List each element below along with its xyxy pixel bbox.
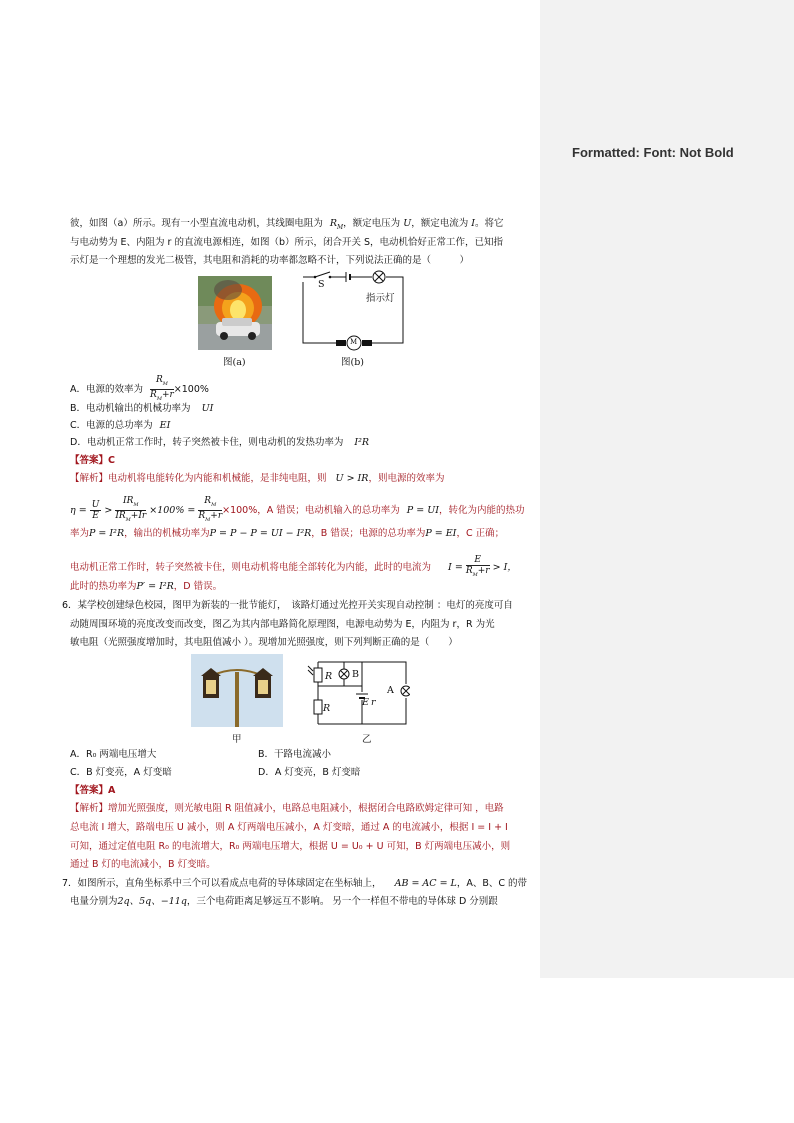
q5-option-b: B．电动机输出的机械功率为 UI [70,403,214,414]
q6-option-a: A．R₀ 两端电压增大 [70,749,157,760]
q5-line-1: 彼，如图（a）所示。现有一小型直流电动机，其线圈电阻为 $R_M$，额定电压为 U，额定电流为 I。将它 [70,218,504,231]
q5-explanation-3: 率为P = I²R，输出的机械功率为P = P − P = UI − I²R，B 错误；电源的总功率为P = EI，C 正确； [70,528,505,539]
fig-b-caption: 图(b) [341,357,364,368]
q5-option-d: D．电动机正常工作时，转子突然被卡住，则电动机的发热功率为 I²R [70,437,370,448]
q6-explanation-1: 【解析】增加光照强度，则光敏电阻 R 阻值减小，电路总电阻减小，根据闭合电路欧姆定律可知 ，电路 [70,803,504,814]
street-lamp-photo [191,654,283,727]
label-r0: R [323,703,331,714]
fig-yi-caption: 乙 [362,734,372,745]
label-r: r [371,697,376,708]
label-a: A [387,685,394,696]
q6-explanation-4: 通过 B 灯的电流减小，B 灯变暗。 [70,859,216,870]
label-rt: R [325,671,333,682]
circuit-diagram-yi [306,656,410,728]
q6-explanation-2: 总电流 I 增大，路端电压 U 减小，则 A 灯两端电压减小，A 灯变暗，通过 A 的电流减小，根据 I = I + I [70,822,508,833]
q6-line-2: 动随周围环境的亮度改变而改变，图乙为其内部电路简化原理图，电源电动势为 E，内阻为 r，R 为光 [70,619,495,630]
q6-explanation-3: 可知，通过定值电阻 R₀ 的电流增大，R₀ 两端电压增大，根据 U = U₀ + U 可知，B 灯两端电压减小，则 [70,841,511,852]
q7-line-1: 7．如图所示，直角坐标系中三个可以看成点电荷的导体球固定在坐标轴上， AB = AC = L，A、B、C 的带 [62,878,528,889]
q5-explanation-5: 此时的热功率为P′ = I²R，D 错误。 [70,581,223,592]
indicator-lamp-label: 指示灯 [366,293,395,304]
q7-line-2: 电量分别为2q、5q、−11q，三个电荷距离足够远互不影响。 另一个一样但不带电的导体球 D 分别跟 [70,896,498,907]
burning-car-photo [198,276,272,350]
q5-line-2: 与电动势为 E、内阻为 r 的直流电源相连，如图（b）所示，闭合开关 S，电动机恰好正常工作，已知指 [70,237,504,248]
q5-explanation-1: 【解析】电动机将电能转化为内能和机械能，是非纯电阻，则 U > IR，则电源的效率为 [70,473,445,484]
fig-jia-caption: 甲 [232,734,242,745]
q5-option-a: A．电源的效率为 $\frac{R_M}{R_M+r}$ ×100% [70,375,209,402]
comment-format-note: Formatted: Font: Not Bold [572,145,734,160]
q6-option-c: C．B 灯变亮，A 灯变暗 [70,767,172,778]
q6-answer: 【答案】A [70,785,116,796]
q5-option-c: C．电源的总功率为 EI [70,420,171,431]
label-b: B [352,669,359,680]
sym-rm: $R_M$ [329,218,344,231]
q5-line-3: 示灯是一个理想的发光二极管，其电阻和消耗的功率都忽略不计，下列说法正确的是（ ） [70,255,470,266]
q5-explanation-2: η = $\frac{U}{E}$ > $\frac{IR_M}{IR_M+Ir}$ ×100% = $\frac{R_M}{R_M+r}$ ×100%，A 错误；电动机输入的总功率为 P = UI，转化为内能的热功 [70,496,525,523]
motor-label: M [350,338,358,346]
label-e: E [362,697,369,708]
q5-explanation-4: 电动机正常工作时，转子突然被卡住，则电动机将电能全部转化为内能，此时的电流为 I = $\frac{E}{R_M+r}$ > I， [70,555,517,578]
switch-label: S [318,279,325,290]
q6-line-3: 敏电阻（光照强度增加时，其电阻值减小 ）。现增加光照强度，则下列判断正确的是（ ） [70,637,458,648]
fig-a-caption: 图(a) [223,357,246,368]
q6-option-b: B．干路电流减小 [258,749,332,760]
q6-line-1: 6．某学校创建绿色校园，图甲为新装的一批节能灯， 该路灯通过光控开关实现自动控制 ：电灯的亮度可自 [62,600,513,611]
q6-option-d: D．A 灯变亮，B 灯变暗 [258,767,361,778]
q5-answer: 【答案】C [70,455,115,466]
